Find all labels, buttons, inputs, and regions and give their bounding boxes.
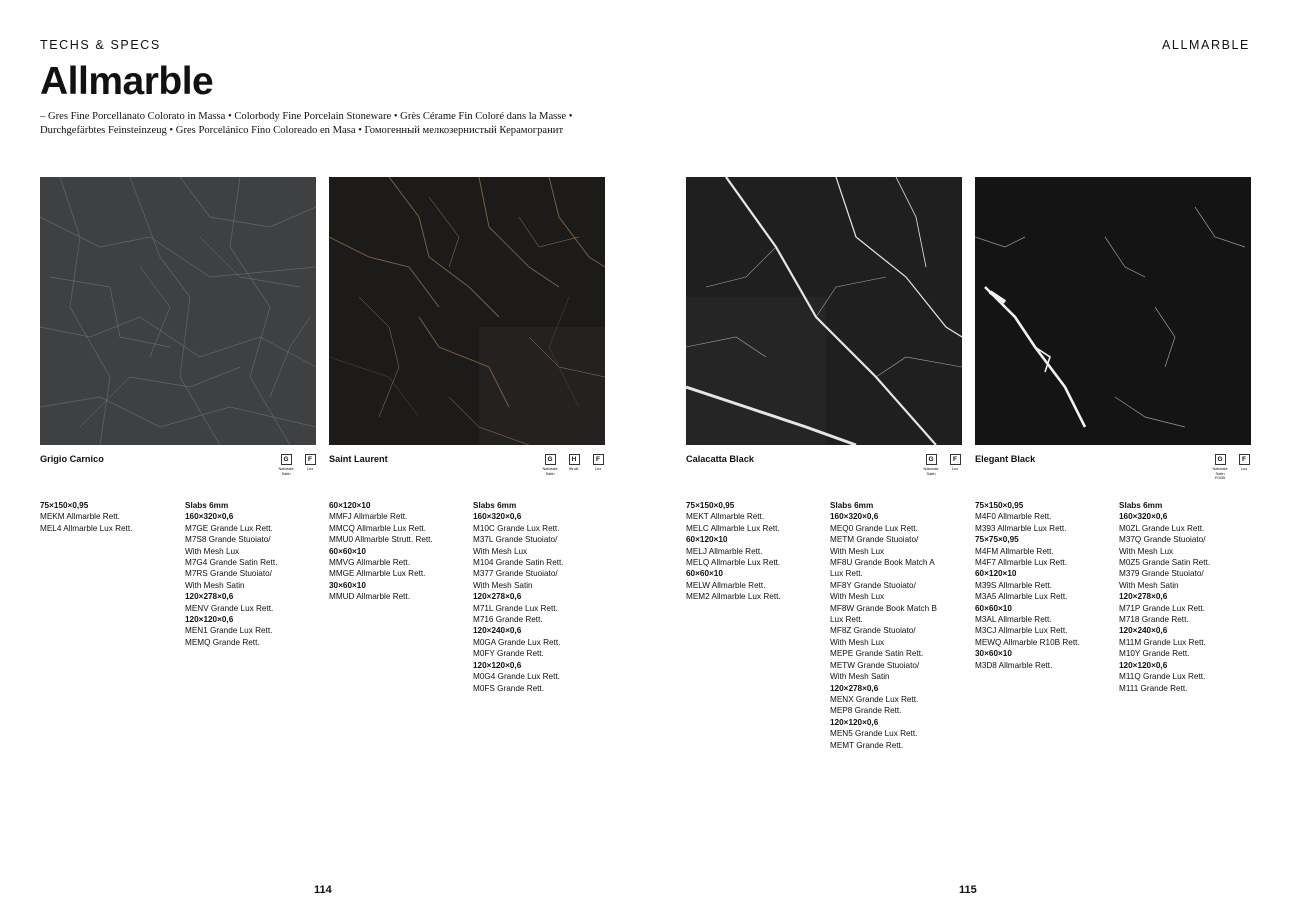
page-title: Allmarble xyxy=(40,60,214,103)
spec-size-heading: 30×60×10 xyxy=(975,649,1012,659)
spec-item: M11M Grande Lux Rett. xyxy=(1119,637,1206,647)
spec-item: With Mesh Lux xyxy=(830,546,885,556)
spec-size-heading: 120×120×0,6 xyxy=(1119,660,1168,670)
spec-size-heading: 160×320×0,6 xyxy=(185,512,234,522)
spec-item: M7GE Grande Lux Rett. xyxy=(185,523,273,533)
spec-item: MEKT Allmarble Rett. xyxy=(686,512,765,522)
spec-item: With Mesh Lux xyxy=(473,546,528,556)
material-description xyxy=(40,110,606,138)
spec-size-heading: 60×120×10 xyxy=(686,535,728,545)
finish-badge xyxy=(540,454,560,476)
finish-label: Naturale Satin xyxy=(542,466,558,476)
spec-item: MENX Grande Lux Rett. xyxy=(830,694,919,704)
spec-item: M104 Grande Satin Rett. xyxy=(473,558,564,568)
spec-size-heading: 60×120×10 xyxy=(329,501,371,510)
spec-item: M10Y Grande Rett. xyxy=(1119,649,1190,659)
finish-label: Lux xyxy=(306,466,314,471)
spec-item: MMVG Allmarble Rett. xyxy=(329,558,410,568)
spec-size-heading: 160×320×0,6 xyxy=(1119,512,1168,522)
spec-item: M3A5 Allmarble Lux Rett. xyxy=(975,592,1068,602)
spec-item: M7RS Grande Stuoiato/ xyxy=(185,569,272,579)
spec-item: Lux Rett. xyxy=(830,569,863,579)
finish-badge xyxy=(1234,454,1254,472)
spec-column xyxy=(40,500,180,534)
spec-size-heading: 120×120×0,6 xyxy=(830,717,879,727)
spec-size-heading: Slabs 6mm xyxy=(830,501,874,510)
spec-item: M111 Grande Rett. xyxy=(1119,683,1188,693)
page-number-right: 115 xyxy=(959,884,977,896)
spec-item: METW Grande Stuoiato/ xyxy=(830,660,920,670)
spec-column xyxy=(975,500,1115,671)
spec-size-heading: Slabs 6mm xyxy=(1119,501,1163,510)
spec-size-heading: 75×150×0,95 xyxy=(975,501,1024,510)
spec-size-heading: 75×75×0,95 xyxy=(975,535,1019,545)
spec-item: M37Q Grande Stuoiato/ xyxy=(1119,535,1206,545)
spec-item: MEWQ Allmarble R10B Rett. xyxy=(975,637,1080,647)
product-name: Saint Laurent xyxy=(329,454,388,464)
spec-size-heading: Slabs 6mm xyxy=(185,501,229,510)
finish-label: Naturale Satin R10B xyxy=(1212,466,1228,481)
spec-column xyxy=(329,500,469,603)
spec-size-heading: 60×60×10 xyxy=(686,569,723,579)
spec-item: M0G4 Grande Lux Rett. xyxy=(473,672,560,682)
spec-size-heading: Slabs 6mm xyxy=(473,501,517,510)
finish-badge xyxy=(564,454,584,472)
spec-item: M0GA Grande Lux Rett. xyxy=(473,637,561,647)
finish-label: Strutt. xyxy=(568,466,580,471)
finish-code: G xyxy=(545,454,556,465)
marble-texture-dark-gold xyxy=(329,177,605,445)
spec-item: With Mesh Satin xyxy=(1119,580,1179,590)
spec-item: M716 Grande Rett. xyxy=(473,615,543,625)
spec-item: M379 Grande Stuoiato/ xyxy=(1119,569,1204,579)
product-swatch-elegant-black xyxy=(975,177,1251,445)
spec-item: M4FM Allmarble Rett. xyxy=(975,546,1054,556)
product-swatch-saint-laurent xyxy=(329,177,605,445)
spec-item: M393 Allmarble Lux Rett. xyxy=(975,523,1067,533)
spec-size-heading: 120×240×0,6 xyxy=(1119,626,1168,636)
marble-texture-black-white-veins xyxy=(686,177,962,445)
spec-item: With Mesh Satin xyxy=(830,672,890,682)
finish-code: G xyxy=(926,454,937,465)
spec-item: MEL4 Allmarble Lux Rett. xyxy=(40,523,133,533)
spec-item: MEMT Grande Rett. xyxy=(830,740,904,750)
spec-item: MMUD Allmarble Rett. xyxy=(329,592,410,602)
finish-badge xyxy=(300,454,320,472)
spec-item: MEN5 Grande Lux Rett. xyxy=(830,729,918,739)
spec-size-heading: 75×150×0,95 xyxy=(40,501,89,510)
spec-item: MEN1 Grande Lux Rett. xyxy=(185,626,273,636)
spec-item: With Mesh Satin xyxy=(185,580,245,590)
spec-size-heading: 60×120×10 xyxy=(975,569,1017,579)
spec-item: With Mesh Satin xyxy=(473,580,533,590)
spec-item: MELW Allmarble Rett. xyxy=(686,580,766,590)
spec-item: MMCQ Allmarble Lux Rett. xyxy=(329,523,426,533)
finish-label: Lux xyxy=(951,466,959,471)
spec-size-heading: 120×278×0,6 xyxy=(185,592,234,602)
spec-item: M71P Grande Lux Rett. xyxy=(1119,603,1205,613)
product-name: Grigio Carnico xyxy=(40,454,104,464)
spec-item: M0Z5 Grande Satin Rett. xyxy=(1119,558,1211,568)
finish-label: Naturale Satin xyxy=(278,466,294,476)
spec-column xyxy=(686,500,826,603)
spec-item: M377 Grande Stuoiato/ xyxy=(473,569,558,579)
spec-item: MEM2 Allmarble Lux Rett. xyxy=(686,592,781,602)
spec-item: With Mesh Lux xyxy=(830,637,885,647)
spec-item: MMU0 Allmarble Strutt. Rett. xyxy=(329,535,433,545)
spec-item: M0FS Grande Rett. xyxy=(473,683,544,693)
spec-item: MF8Y Grande Stuoiato/ xyxy=(830,580,916,590)
spec-item: MEQ0 Grande Lux Rett. xyxy=(830,523,918,533)
spec-item: M4F0 Allmarble Rett. xyxy=(975,512,1052,522)
marble-texture-grey xyxy=(40,177,316,445)
spec-item: MELQ Allmarble Lux Rett. xyxy=(686,558,781,568)
finish-badge xyxy=(921,454,941,476)
finish-label: Lux xyxy=(1240,466,1248,471)
finish-label: Naturale Satin xyxy=(923,466,939,476)
spec-size-heading: 30×60×10 xyxy=(329,580,366,590)
finish-code: F xyxy=(593,454,604,465)
marble-texture-nero-marquina xyxy=(975,177,1251,445)
finish-code: G xyxy=(281,454,292,465)
spec-item: MEKM Allmarble Rett. xyxy=(40,512,121,522)
spec-item: M718 Grande Rett. xyxy=(1119,615,1189,625)
spec-size-heading: 120×278×0,6 xyxy=(473,592,522,602)
spec-size-heading: 60×60×10 xyxy=(975,603,1012,613)
finish-badge xyxy=(588,454,608,472)
spec-item: M7S8 Grande Stuoiato/ xyxy=(185,535,271,545)
spec-item: M7G4 Grande Satin Rett. xyxy=(185,558,278,568)
spec-size-heading: 120×120×0,6 xyxy=(185,615,234,625)
spec-item: M0FY Grande Rett. xyxy=(473,649,544,659)
spec-item: MELJ Allmarble Rett. xyxy=(686,546,763,556)
spec-item: MEPE Grande Satin Rett. xyxy=(830,649,924,659)
spec-item: M39S Allmarble Rett. xyxy=(975,580,1052,590)
finish-code: H xyxy=(569,454,580,465)
spec-item: MF8W Grande Book Match B xyxy=(830,603,937,613)
spec-item: With Mesh Lux xyxy=(830,592,885,602)
spec-item: Lux Rett. xyxy=(830,615,863,625)
finish-badge xyxy=(945,454,965,472)
spec-item: With Mesh Lux xyxy=(1119,546,1174,556)
material-description-line-1: – Gres Fine Porcellanato Colorato in Massa • Colorbody Fine Porcelain Stoneware • Grès Cérame Fin Coloré dans la Masse • xyxy=(40,111,573,122)
spec-item: MF8U Grande Book Match A xyxy=(830,558,935,568)
finish-label: Lux xyxy=(594,466,602,471)
spec-item: MMFJ Allmarble Rett. xyxy=(329,512,408,522)
spec-size-heading: 120×240×0,6 xyxy=(473,626,522,636)
product-swatch-grigio-carnico xyxy=(40,177,316,445)
finish-code: F xyxy=(1239,454,1250,465)
spec-item: METM Grande Stuoiato/ xyxy=(830,535,919,545)
spec-item: MELC Allmarble Lux Rett. xyxy=(686,523,780,533)
spec-item: M10C Grande Lux Rett. xyxy=(473,523,560,533)
product-name: Elegant Black xyxy=(975,454,1036,464)
spec-item: MMGE Allmarble Lux Rett. xyxy=(329,569,426,579)
spec-item: M0ZL Grande Lux Rett. xyxy=(1119,523,1205,533)
spec-column xyxy=(830,500,970,751)
finish-code: F xyxy=(305,454,316,465)
spec-column xyxy=(473,500,613,694)
finish-badge xyxy=(276,454,296,476)
spec-item: MF8Z Grande Stuoiato/ xyxy=(830,626,916,636)
spec-item: With Mesh Lux xyxy=(185,546,240,556)
spec-item: M3CJ Allmarble Lux Rett. xyxy=(975,626,1068,636)
spec-size-heading: 120×278×0,6 xyxy=(1119,592,1168,602)
spec-size-heading: 160×320×0,6 xyxy=(830,512,879,522)
spec-item: MEP8 Grande Rett. xyxy=(830,706,902,716)
spec-item: MEMQ Grande Rett. xyxy=(185,637,260,647)
spec-item: M11Q Grande Lux Rett. xyxy=(1119,672,1206,682)
finish-badge xyxy=(1210,454,1230,481)
collection-kicker: ALLMARBLE xyxy=(1161,38,1250,52)
spec-size-heading: 120×278×0,6 xyxy=(830,683,879,693)
spec-size-heading: 160×320×0,6 xyxy=(473,512,522,522)
spec-item: M3AL Allmarble Rett. xyxy=(975,615,1052,625)
product-name: Calacatta Black xyxy=(686,454,754,464)
spec-item: M4F7 Allmarble Lux Rett. xyxy=(975,558,1067,568)
spec-size-heading: 75×150×0,95 xyxy=(686,501,735,510)
finish-code: F xyxy=(950,454,961,465)
product-swatch-calacatta-black xyxy=(686,177,962,445)
spec-item: M3D8 Allmarble Rett. xyxy=(975,660,1053,670)
spec-item: M71L Grande Lux Rett. xyxy=(473,603,558,613)
spec-size-heading: 60×60×10 xyxy=(329,546,366,556)
spec-item: M37L Grande Stuoiato/ xyxy=(473,535,558,545)
section-kicker: TECHS & SPECS xyxy=(40,38,161,52)
spec-column xyxy=(1119,500,1259,694)
finish-code: G xyxy=(1215,454,1226,465)
spec-column xyxy=(185,500,325,648)
spec-item: MENV Grande Lux Rett. xyxy=(185,603,274,613)
page-number-left: 114 xyxy=(314,884,332,896)
spec-size-heading: 120×120×0,6 xyxy=(473,660,522,670)
material-description-line-2: Durchgefärbtes Feinsteinzeug • Gres Porcelánico Fino Coloreado en Masa • Гомогенный мелкозернистый Керамогранит xyxy=(40,125,564,136)
